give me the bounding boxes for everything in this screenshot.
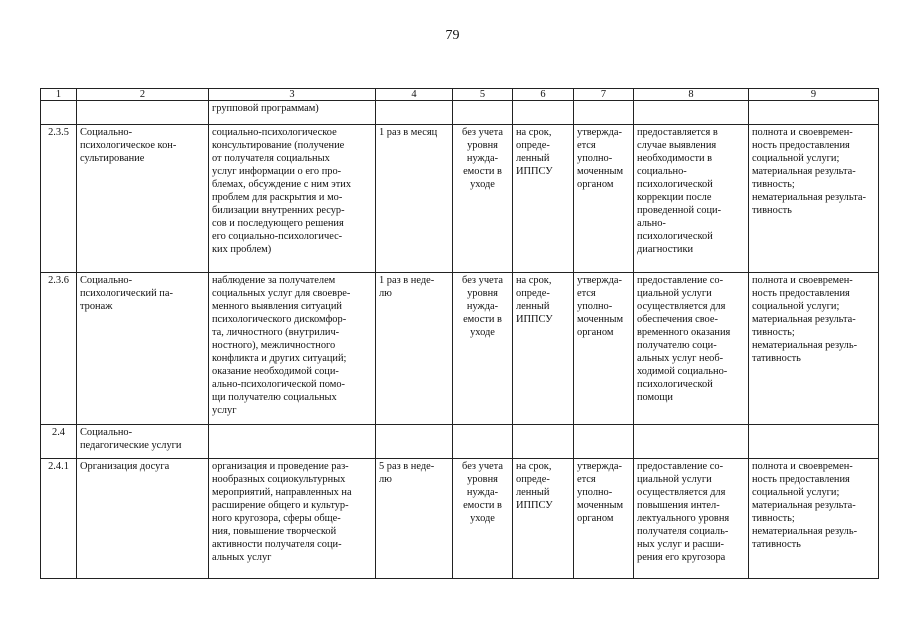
header-cell-8: 8 <box>634 89 749 101</box>
service-description: наблюдение за получателем социальных услуг для своевре- менного выявления ситуаций психологического дискомфор- та, личностного (внутрилич- ностного), межличностного конфликта и других ситуаций; оказание необходимой соци- ально-психологической помо- щи получателю социальных услуг <box>209 273 376 425</box>
service-term <box>513 425 574 459</box>
service-description: социально-психологическое консультирование (получение от получателя социальных услуг информации о его про- блемах, обсуждение с ним этих проблем для раскрытия и мо- билизации внутренних ресур- сов и последующего решения его социально-психологичес- ких проблем) <box>209 125 376 273</box>
service-conditions: предоставление со- циальной услуги осуществляется для обеспечения свое- временного оказания получателю соци- альных услуг необ- ходимой социально- психологической помощи <box>634 273 749 425</box>
service-conditions: предоставляется в случае выявления необходимости в социально- психологической коррекции после проведенной соци- ально- психологической диагностики <box>634 125 749 273</box>
service-basis: без учета уровня нужда- емости в уходе <box>453 125 513 273</box>
service-term: на срок, опреде- ленный ИППСУ <box>513 125 574 273</box>
service-number: 2.4 <box>41 425 77 459</box>
service-number: 2.3.5 <box>41 125 77 273</box>
service-description: организация и проведение раз- нообразных социокультурных мероприятий, направленных на расширение общего и культур- ного кругозора, сферы обще- ния, повышение творческой активности получателя соци- альных услуг <box>209 459 376 579</box>
header-cell-6: 6 <box>513 89 574 101</box>
header-cell-5: 5 <box>453 89 513 101</box>
service-basis: без учета уровня нужда- емости в уходе <box>453 459 513 579</box>
header-cell-4: 4 <box>376 89 453 101</box>
service-name: Социально- психологический па- тронаж <box>77 273 209 425</box>
service-approval: утвержда- ется уполно- моченным органом <box>574 125 634 273</box>
service-criteria: полнота и своевремен- ность предоставления социальной услуги; материальная результа- тивность; нематериальная резуль- тативность <box>749 273 879 425</box>
service-approval <box>574 425 634 459</box>
page-number: 79 <box>445 28 460 43</box>
table-row <box>41 425 879 459</box>
service-name: Социально- психологическое кон- сультирование <box>77 125 209 273</box>
header-cell-9: 9 <box>749 89 879 101</box>
table-row <box>41 459 879 579</box>
table-row <box>41 273 879 425</box>
service-frequency: 1 раз в месяц <box>376 125 453 273</box>
header-cell-2: 2 <box>77 89 209 101</box>
header-cell-1: 1 <box>41 89 77 101</box>
service-basis <box>453 425 513 459</box>
table-row <box>41 125 879 273</box>
service-approval: утвержда- ется уполно- моченным органом <box>574 273 634 425</box>
service-name: Социально- педагогические услуги <box>77 425 209 459</box>
service-criteria: полнота и своевремен- ность предоставления социальной услуги; материальная результа- тивность; нематериальная результа- тивность <box>749 125 879 273</box>
service-basis: без учета уровня нужда- емости в уходе <box>453 273 513 425</box>
services-table <box>40 88 879 579</box>
service-criteria: полнота и своевремен- ность предоставления социальной услуги; материальная результа- тивность; нематериальная резуль- тативность <box>749 459 879 579</box>
service-description <box>209 425 376 459</box>
service-name: Организация досуга <box>77 459 209 579</box>
service-frequency: 1 раз в неде- лю <box>376 273 453 425</box>
service-frequency: 5 раз в неде- лю <box>376 459 453 579</box>
continuation-text: групповой программам) <box>209 101 376 125</box>
service-conditions <box>634 425 749 459</box>
header-cell-7: 7 <box>574 89 634 101</box>
service-criteria <box>749 425 879 459</box>
header-cell-3: 3 <box>209 89 376 101</box>
service-frequency <box>376 425 453 459</box>
continuation-row <box>41 101 879 125</box>
service-term: на срок, опреде- ленный ИППСУ <box>513 273 574 425</box>
header-row <box>41 89 879 101</box>
service-approval: утвержда- ется уполно- моченным органом <box>574 459 634 579</box>
service-term: на срок, опреде- ленный ИППСУ <box>513 459 574 579</box>
service-number: 2.3.6 <box>41 273 77 425</box>
service-number: 2.4.1 <box>41 459 77 579</box>
service-conditions: предоставление со- циальной услуги осуществляется для повышения интел- лектуального уровня получателя социаль- ных услуг и расши- рения его кругозора <box>634 459 749 579</box>
